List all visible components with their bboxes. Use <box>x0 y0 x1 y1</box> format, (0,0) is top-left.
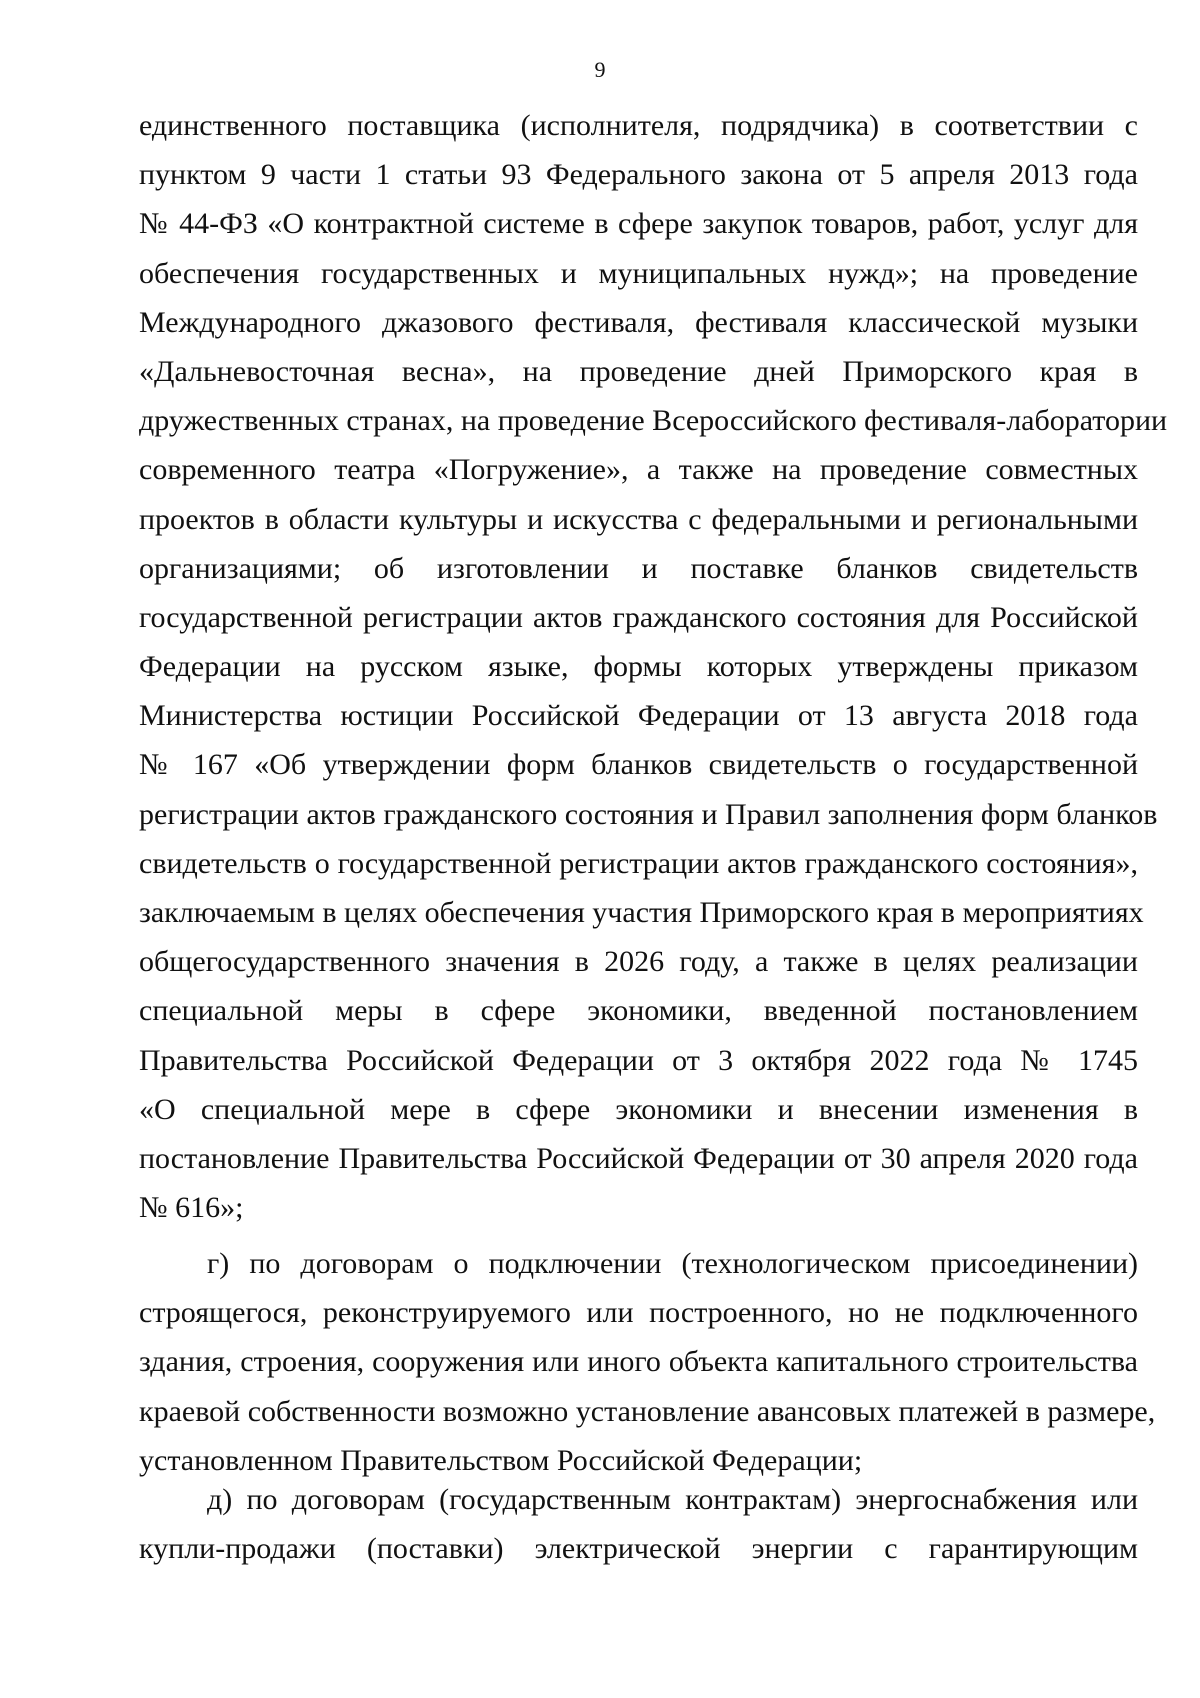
text-line: единственного поставщика (исполнителя, подрядчика) в соответствии с <box>139 109 1138 142</box>
text-line: д) по договорам (государственным контрактам) энергоснабжения или <box>207 1483 1138 1516</box>
text-line: купли-продажи (поставки) электрической энергии с гарантирующим <box>139 1532 1138 1566</box>
text-line: здания, строения, сооружения или иного объекта капитального строительства <box>139 1345 1138 1379</box>
text-line: г) по договорам о подключении (технологическом присоединении) <box>207 1247 1138 1280</box>
text-line: государственной регистрации актов гражданского состояния для Российской <box>139 600 1138 634</box>
text-line: пунктом 9 части 1 статьи 93 Федерального закона от 5 апреля 2013 года <box>139 158 1138 192</box>
text-line: «О специальной мере в сфере экономики и внесении изменения в <box>139 1092 1138 1126</box>
text-line: № 616»; <box>139 1191 244 1225</box>
text-line: строящегося, реконструируемого или построенного, но не подключенного <box>139 1296 1138 1330</box>
text-line: заключаемым в целях обеспечения участия Приморского края в мероприятиях <box>139 896 1144 929</box>
text-line: «Дальневосточная весна», на проведение дней Приморского края в <box>139 354 1138 388</box>
text-line: постановление Правительства Российской Федерации от 30 апреля 2020 года <box>139 1141 1138 1175</box>
paragraph-continuation <box>139 101 1168 1232</box>
text-line: обеспечения государственных и муниципальных нужд»; на проведение <box>139 256 1138 290</box>
text-line: регистрации актов гражданского состояния и Правил заполнения форм бланков <box>139 797 1158 831</box>
text-line: дружественных странах, на проведение Всероссийского фестиваля-лаборатории <box>139 404 1168 438</box>
text-line: организациями; об изготовлении и поставке бланков свидетельств <box>139 551 1138 585</box>
text-line: свидетельств о государственной регистрации актов гражданского состояния», <box>139 846 1138 880</box>
text-line: Министерства юстиции Российской Федерации от 13 августа 2018 года <box>139 699 1138 733</box>
text-line: № 167 «Об утверждении форм бланков свидетельств о государственной <box>139 748 1138 782</box>
text-line: краевой собственности возможно установление авансовых платежей в размере, <box>139 1394 1156 1428</box>
text-line: Правительства Российской Федерации от 3 октября 2022 года № 1745 <box>139 1043 1138 1077</box>
text-line: Федерации на русском языке, формы которых утверждены приказом <box>139 650 1138 684</box>
text-line: проектов в области культуры и искусства с федеральными и региональными <box>139 502 1138 536</box>
text-line: установленном Правительством Российской Федерации; <box>139 1443 863 1477</box>
text-line: Международного джазового фестиваля, фестиваля классической музыки <box>139 305 1138 339</box>
text-line: № 44-ФЗ «О контрактной системе в сфере закупок товаров, работ, услуг для <box>139 207 1138 241</box>
text-line: общегосударственного значения в 2026 году, а также в целях реализации <box>139 945 1138 979</box>
paragraph-item-d <box>139 1475 1138 1573</box>
text-line: специальной меры в сфере экономики, введенной постановлением <box>139 994 1138 1028</box>
text-line: современного театра «Погружение», а также на проведение совместных <box>139 453 1138 487</box>
page-number: 9 <box>594 57 606 82</box>
paragraph-item-g <box>139 1239 1156 1485</box>
